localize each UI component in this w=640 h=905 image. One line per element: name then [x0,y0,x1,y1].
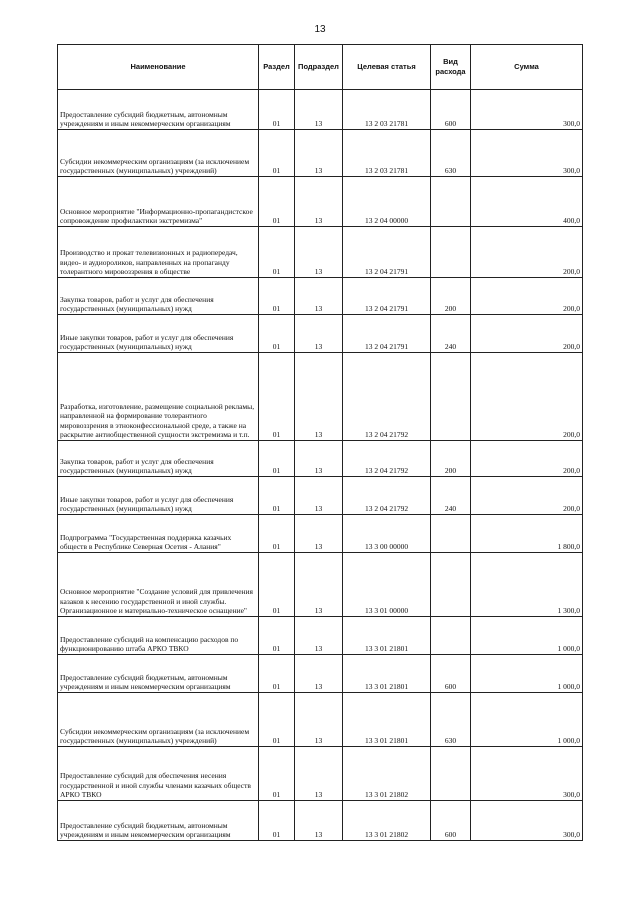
row-target: 13 2 04 21792 [343,353,431,441]
row-subsection: 13 [295,515,343,553]
row-subsection: 13 [295,477,343,515]
row-section: 01 [259,130,295,177]
header-name: Наименование [58,45,259,90]
row-name: Субсидии некоммерческим организациям (за исключением государственных (муниципальных) учреждений) [58,693,259,747]
row-name: Предоставление субсидий для обеспечения несения государственной и иной службы членами казачьих обществ АРКО ТВКО [58,747,259,801]
header-section: Раздел [259,45,295,90]
row-sum: 300,0 [471,90,583,130]
row-sum: 300,0 [471,130,583,177]
row-name: Предоставление субсидий бюджетным, автономным учреждениям и иным некоммерческим организациям [58,90,259,130]
row-target: 13 3 01 21801 [343,617,431,655]
row-subsection: 13 [295,693,343,747]
row-type [431,177,471,227]
row-target: 13 2 04 21791 [343,315,431,353]
row-subsection: 13 [295,278,343,315]
row-section: 01 [259,227,295,278]
table-row [58,655,583,693]
row-sum: 200,0 [471,477,583,515]
row-type: 630 [431,130,471,177]
row-name: Субсидии некоммерческим организациям (за исключением государственных (муниципальных) учреждений) [58,130,259,177]
row-name: Основное мероприятие "Создание условий для привлечения казаков к несению государственной и иной службы. Организационное и материально-техническое оснащение" [58,553,259,617]
row-section: 01 [259,441,295,477]
table-row [58,515,583,553]
row-sum: 1 800,0 [471,515,583,553]
row-type: 240 [431,315,471,353]
row-target: 13 3 00 00000 [343,515,431,553]
row-sum: 400,0 [471,177,583,227]
row-target: 13 2 04 21791 [343,227,431,278]
row-sum: 200,0 [471,441,583,477]
row-sum: 1 000,0 [471,693,583,747]
row-type [431,515,471,553]
row-target: 13 2 04 21792 [343,477,431,515]
row-subsection: 13 [295,227,343,278]
row-target: 13 3 01 00000 [343,553,431,617]
row-section: 01 [259,655,295,693]
row-subsection: 13 [295,553,343,617]
header-subsection: Подраздел [295,45,343,90]
table-header-row [58,45,583,90]
row-subsection: 13 [295,441,343,477]
row-sum: 200,0 [471,278,583,315]
row-subsection: 13 [295,353,343,441]
row-subsection: 13 [295,655,343,693]
row-name: Производство и прокат телевизионных и радиопередач, видео- и аудиороликов, направленных на пропаганду толерантного мировоззрения в обществе [58,227,259,278]
row-target: 13 2 03 21781 [343,90,431,130]
row-section: 01 [259,801,295,841]
row-name: Предоставление субсидий бюджетным, автономным учреждениям и иным некоммерческим организациям [58,801,259,841]
table-row [58,441,583,477]
row-section: 01 [259,553,295,617]
table-row [58,477,583,515]
row-sum: 300,0 [471,801,583,841]
table-row [58,227,583,278]
table-row [58,801,583,841]
row-section: 01 [259,177,295,227]
table-row [58,553,583,617]
row-sum: 1 000,0 [471,617,583,655]
row-type [431,747,471,801]
row-target: 13 3 01 21801 [343,693,431,747]
row-sum: 200,0 [471,315,583,353]
header-target: Целевая статья [343,45,431,90]
row-type [431,553,471,617]
row-name: Закупка товаров, работ и услуг для обеспечения государственных (муниципальных) нужд [58,441,259,477]
row-name: Основное мероприятие "Информационно-пропагандистское сопровождение профилактики экстремизма" [58,177,259,227]
table-row [58,747,583,801]
row-section: 01 [259,477,295,515]
row-subsection: 13 [295,130,343,177]
row-subsection: 13 [295,801,343,841]
table-row [58,278,583,315]
row-sum: 200,0 [471,227,583,278]
row-subsection: 13 [295,617,343,655]
table-row [58,177,583,227]
row-section: 01 [259,90,295,130]
row-name: Разработка, изготовление, размещение социальной рекламы, направленной на формирование толерантного мировоззрения в этноконфессиональной среде, а также на раскрытие антиобщественной сущности экстремизма и т.п. [58,353,259,441]
row-sum: 1 000,0 [471,655,583,693]
row-sum: 200,0 [471,353,583,441]
row-sum: 1 300,0 [471,553,583,617]
row-name: Подпрограмма "Государственная поддержка казачьих обществ в Республике Северная Осетия - Алания" [58,515,259,553]
row-target: 13 3 01 21801 [343,655,431,693]
row-type: 630 [431,693,471,747]
row-section: 01 [259,747,295,801]
row-section: 01 [259,315,295,353]
row-type: 200 [431,278,471,315]
row-section: 01 [259,278,295,315]
row-type [431,617,471,655]
row-target: 13 3 01 21802 [343,747,431,801]
row-target: 13 2 04 21791 [343,278,431,315]
row-target: 13 2 04 00000 [343,177,431,227]
row-sum: 300,0 [471,747,583,801]
table-row [58,617,583,655]
row-section: 01 [259,353,295,441]
row-type [431,353,471,441]
row-section: 01 [259,515,295,553]
table-row [58,693,583,747]
row-name: Закупка товаров, работ и услуг для обеспечения государственных (муниципальных) нужд [58,278,259,315]
row-name: Иные закупки товаров, работ и услуг для обеспечения государственных (муниципальных) нужд [58,315,259,353]
row-target: 13 2 03 21781 [343,130,431,177]
row-section: 01 [259,617,295,655]
page-number: 13 [314,24,326,35]
row-type: 600 [431,90,471,130]
table-row [58,130,583,177]
row-target: 13 2 04 21792 [343,441,431,477]
row-subsection: 13 [295,315,343,353]
row-type: 600 [431,801,471,841]
header-type: Вид расхода [431,45,471,90]
budget-table [57,44,583,841]
row-subsection: 13 [295,177,343,227]
header-sum: Сумма [471,45,583,90]
row-type [431,227,471,278]
row-name: Иные закупки товаров, работ и услуг для обеспечения государственных (муниципальных) нужд [58,477,259,515]
row-type: 240 [431,477,471,515]
table-row [58,315,583,353]
row-type: 600 [431,655,471,693]
row-subsection: 13 [295,90,343,130]
row-target: 13 3 01 21802 [343,801,431,841]
row-name: Предоставление субсидий бюджетным, автономным учреждениям и иным некоммерческим организациям [58,655,259,693]
row-name: Предоставление субсидий на компенсацию расходов по функционированию штаба АРКО ТВКО [58,617,259,655]
row-type: 200 [431,441,471,477]
table-row [58,90,583,130]
row-section: 01 [259,693,295,747]
table-row [58,353,583,441]
row-subsection: 13 [295,747,343,801]
